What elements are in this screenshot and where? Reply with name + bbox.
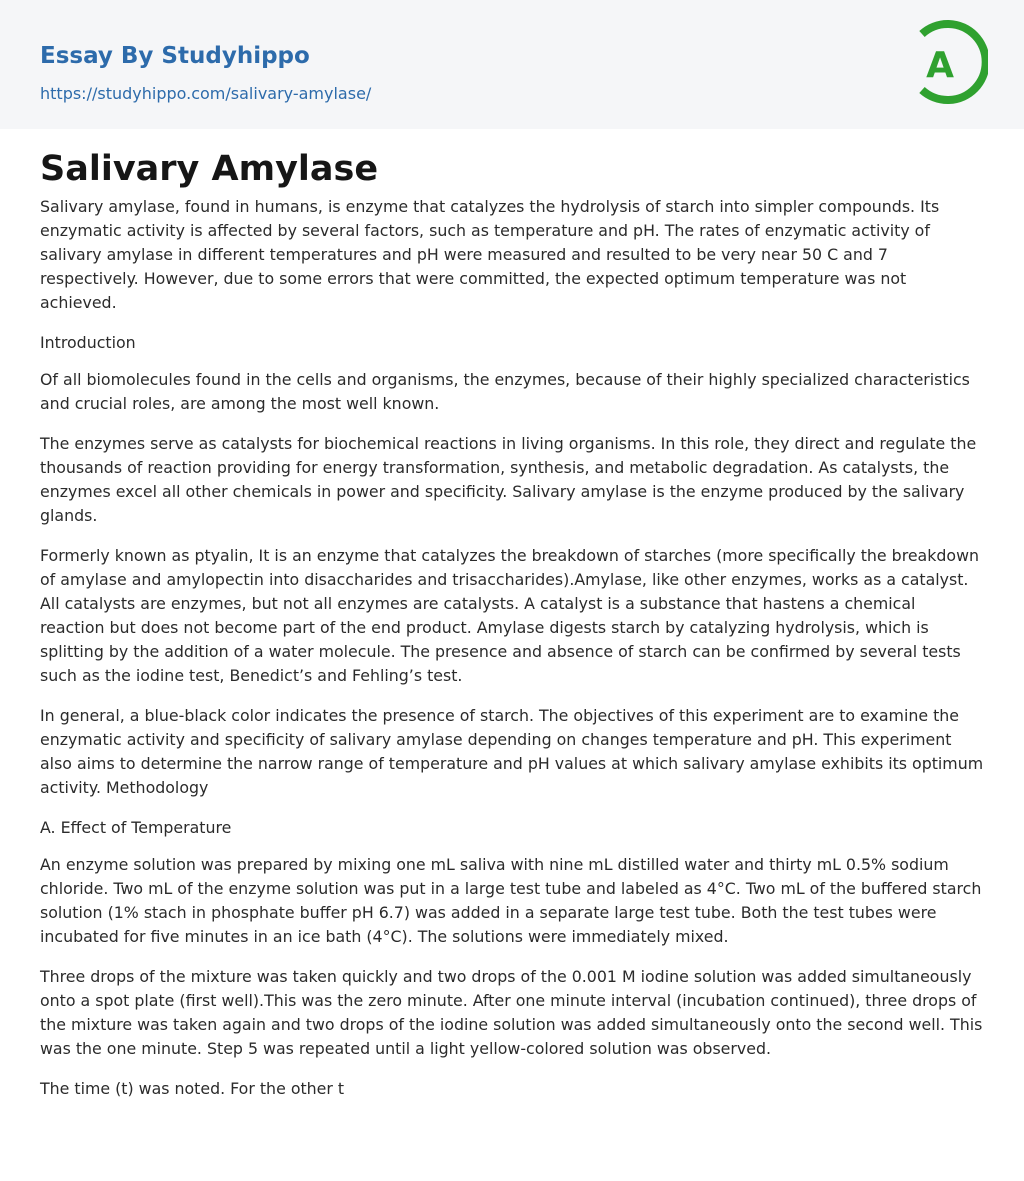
article-body <box>0 129 1024 1101</box>
section-heading-effect-of-temperature: A. Effect of Temperature <box>40 818 232 837</box>
paragraph-truncated: The time (t) was noted. For the other t <box>40 1079 345 1098</box>
paragraph: The enzymes serve as catalysts for biochemical reactions in living organisms. In this role, they direct and regulate the thousands of reaction providing for energy transformation, synthesis, and metabolic degradation. As catalysts, the enzymes excel all other chemicals in power and specificity. Salivary amylase is the enzyme produced by the salivary glands. <box>40 434 977 525</box>
studyhippo-logo[interactable] <box>910 18 988 106</box>
paragraph: In general, a blue-black color indicates the presence of starch. The objectives of this experiment are to examine the enzymatic activity and specificity of salivary amylase depending on changes temperature and pH. This experiment also aims to determine the narrow range of temperature and pH values at which salivary amylase exhibits its optimum activity. Methodology <box>40 706 984 797</box>
abstract-paragraph: Salivary amylase, found in humans, is enzyme that catalyzes the hydrolysis of starch into simpler compounds. Its enzymatic activity is affected by several factors, such as temperature and pH. The rates of enzymatic activity of salivary amylase in different temperatures and pH were measured and resulted to be very near 50 C and 7 respectively. However, due to some errors that were committed, the expected optimum temperature was not achieved. <box>40 197 940 312</box>
paragraph: Of all biomolecules found in the cells and organisms, the enzymes, because of their highly specialized characteristics and crucial roles, are among the most well known. <box>40 370 970 413</box>
section-heading-introduction: Introduction <box>40 333 136 352</box>
paragraph: An enzyme solution was prepared by mixing one mL saliva with nine mL distilled water and thirty mL 0.5% sodium chloride. Two mL of the enzyme solution was put in a large test tube and labeled as 4°C. Two mL of the buffered starch solution (1% stach in phosphate buffer pH 6.7) was added in a separate large test tube. Both the test tubes were incubated for five minutes in an ice bath (4°C). The solutions were immediately mixed. <box>40 855 982 946</box>
brand-title[interactable]: Essay By Studyhippo <box>40 43 310 69</box>
site-header <box>0 0 1024 129</box>
logo-letter: A <box>926 45 954 86</box>
article-url-link[interactable]: https://studyhippo.com/salivary-amylase/ <box>40 84 372 103</box>
paragraph: Three drops of the mixture was taken quickly and two drops of the 0.001 M iodine solution was added simultaneously onto a spot plate (first well).This was the zero minute. After one minute interval (incubation continued), three drops of the mixture was taken again and two drops of the iodine solution was added simultaneously onto the second well. This was the one minute. Step 5 was repeated until a light yellow-colored solution was observed. <box>40 967 983 1058</box>
page-title: Salivary Amylase <box>40 149 379 189</box>
paragraph: Formerly known as ptyalin, It is an enzyme that catalyzes the breakdown of starches (more specifically the breakdown of amylase and amylopectin into disaccharides and trisaccharides).Amylase, like other enzymes, works as a catalyst. All catalysts are enzymes, but not all enzymes are catalysts. A catalyst is a substance that hastens a chemical reaction but does not become part of the end product. Amylase digests starch by catalyzing hydrolysis, which is splitting by the addition of a water molecule. The presence and absence of starch can be confirmed by several tests such as the iodine test, Benedict’s and Fehling’s test. <box>40 546 980 685</box>
